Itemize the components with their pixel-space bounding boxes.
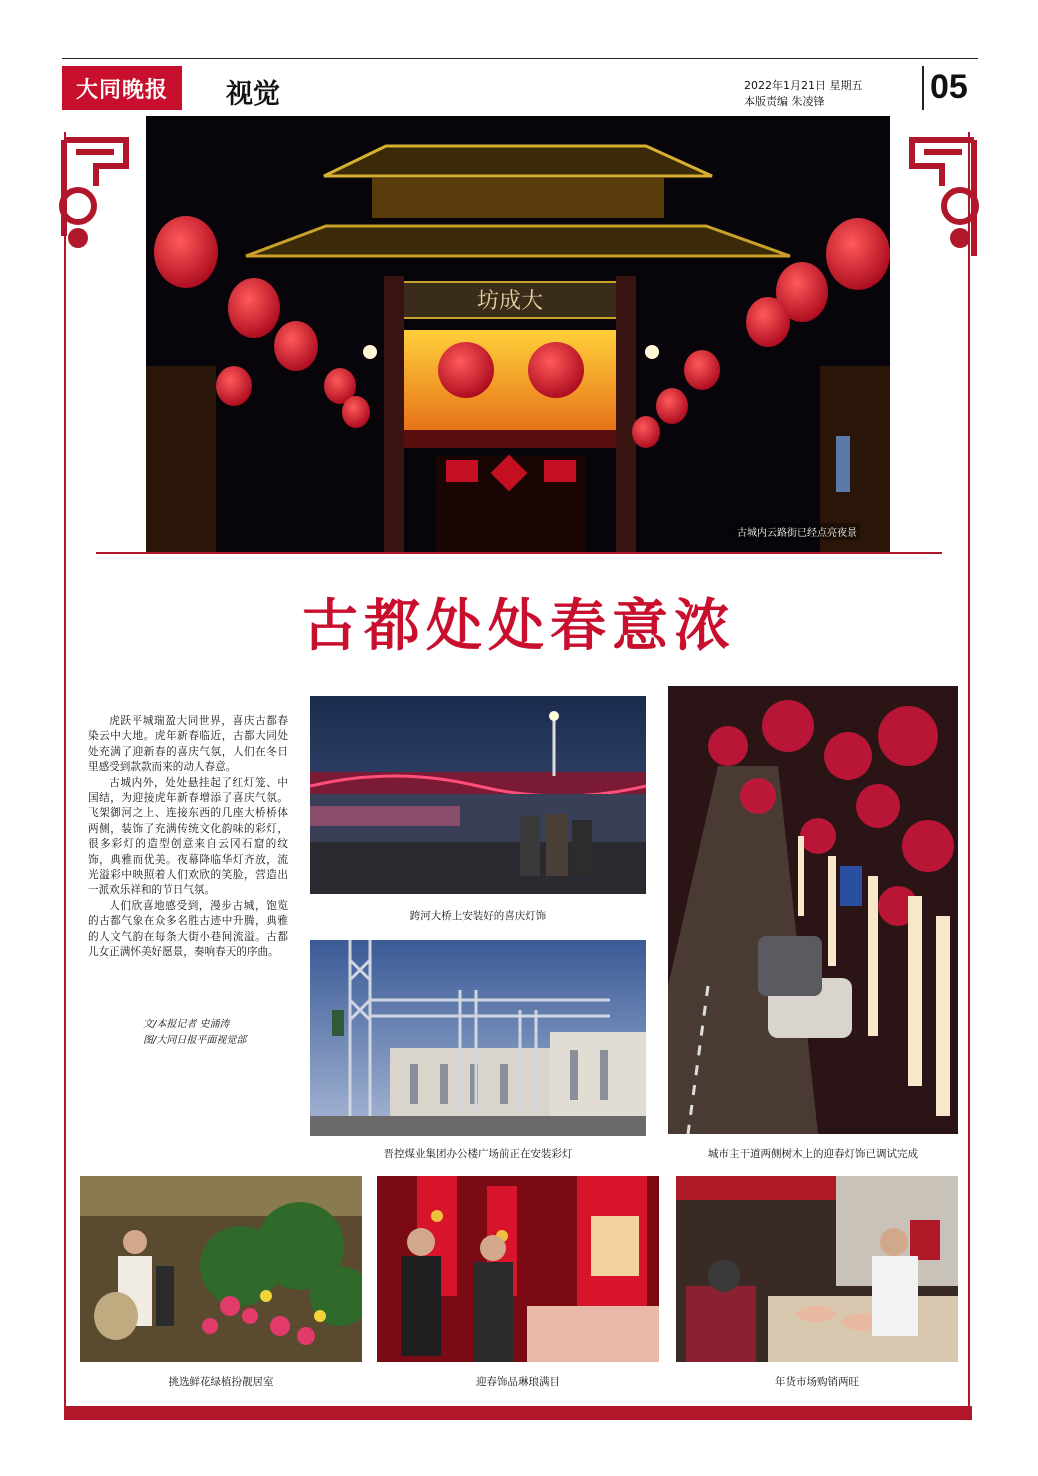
photo-decorations <box>377 1176 659 1362</box>
decorations-illustration <box>377 1176 659 1362</box>
flowers-illustration <box>80 1176 362 1362</box>
article-paragraph: 虎跃平城瑞盈大同世界，喜庆古都春染云中大地。虎年新春临近，古都大同处处充满了迎新春的喜庆气氛，人们在冬日里感受到款款而来的动人春意。 <box>88 715 288 774</box>
photo-flowers-caption: 挑选鲜花绿植扮靓居室 <box>168 1376 274 1388</box>
bridge-illustration <box>310 696 646 894</box>
street-illustration <box>668 686 958 1134</box>
masthead-rule <box>62 58 978 59</box>
issue-date: 2022年1月21日 星期五 <box>744 79 863 92</box>
hero-rule <box>96 552 942 554</box>
photo-flowers <box>80 1176 362 1362</box>
article-body <box>88 714 288 961</box>
byline-writer: 文/本报记者 史涌涛 <box>143 1019 230 1030</box>
plaza-illustration <box>310 940 646 1136</box>
market-illustration <box>676 1176 958 1362</box>
photo-plaza-caption: 晋控煤业集团办公楼广场前正在安装彩灯 <box>383 1148 573 1160</box>
headline: 古都处处春意浓 <box>302 593 736 659</box>
photo-decorations-caption: 迎春饰品琳琅满目 <box>476 1376 560 1388</box>
article-paragraph: 人们欣喜地感受到，漫步古城，饱览的古都气象在众多名胜古迹中升腾，典雅的人文气韵在每条大街小巷间流溢。古都儿女正满怀美好愿景，奏响春天的序曲。 <box>88 899 288 959</box>
photo-plaza <box>310 940 646 1136</box>
article-paragraph: 古城内外，处处悬挂起了红灯笼、中国结，为迎接虎年新春增添了喜庆气氛。飞架御河之上、连接东西的几座大桥桥体两侧，装饰了充满传统文化韵味的彩灯，很多彩灯的造型创意来自云冈石窟的纹饰，典雅而优美。夜幕降临华灯齐放，流光溢彩中映照着人们欢欣的笑脸，营造出一派欢乐祥和的节日气氛。 <box>88 776 288 897</box>
page-number-divider <box>922 66 924 110</box>
dateline <box>744 78 863 110</box>
page-editor: 本版责编 朱凌锋 <box>744 95 825 108</box>
photo-bridge-caption: 跨河大桥上安装好的喜庆灯饰 <box>409 910 547 922</box>
photo-street <box>668 686 958 1134</box>
newspaper-logo: 大同晚报 <box>62 66 182 110</box>
hero-caption: 古城内云路街已经点亮夜景 <box>734 523 860 540</box>
gate-illustration <box>146 116 890 552</box>
byline <box>143 1017 246 1049</box>
byline-photographer: 图/大同日报平面视觉部 <box>143 1035 247 1046</box>
photo-market <box>676 1176 958 1362</box>
bottom-band <box>64 1406 972 1420</box>
right-corner-ornament <box>882 126 982 256</box>
gate-sign-text: 坊成大 <box>476 289 544 314</box>
hero-photo-gate <box>146 116 890 552</box>
page-number: 05 <box>930 68 968 106</box>
photo-street-caption: 城市主干道两侧树木上的迎春灯饰已调试完成 <box>708 1148 918 1160</box>
photo-bridge <box>310 696 646 894</box>
section-title: 视觉 <box>226 79 280 110</box>
left-corner-ornament <box>56 126 156 256</box>
photo-market-caption: 年货市场购销两旺 <box>775 1376 859 1388</box>
